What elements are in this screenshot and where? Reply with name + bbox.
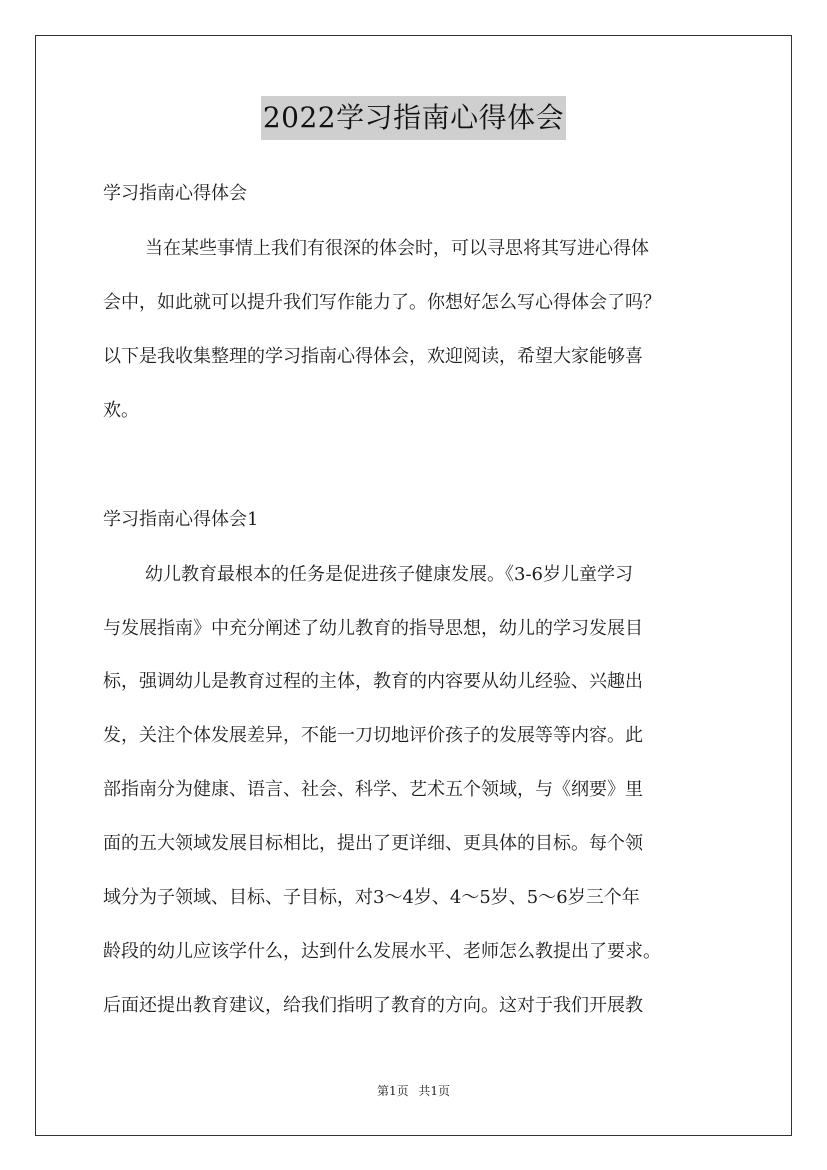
page-total: 共1页: [418, 1084, 451, 1098]
page-footer: [0, 1083, 827, 1099]
title-container: [0, 96, 827, 140]
section-line-6: 面的五大领域发展目标相比，提出了更详细、更具体的目标。每个领: [103, 833, 643, 854]
document-subtitle: 学习指南心得体会: [103, 183, 247, 204]
section-line-1: 幼儿教育最根本的任务是促进孩子健康发展。《3-6岁儿童学习: [145, 564, 633, 585]
intro-line-2: 会中，如此就可以提升我们写作能力了。你想好怎么写心得体会了吗？: [103, 292, 661, 313]
intro-line-4: 欢。: [103, 400, 139, 421]
section-line-3: 标，强调幼儿是教育过程的主体，教育的内容要从幼儿经验、兴趣出: [103, 671, 643, 692]
section-heading: 学习指南心得体会1: [103, 509, 259, 530]
section-line-8: 龄段的幼儿应该学什么，达到什么发展水平、老师怎么教提出了要求。: [103, 941, 661, 962]
document-title: 2022学习指南心得体会: [261, 96, 566, 140]
intro-line-1: 当在某些事情上我们有很深的体会时，可以寻思将其写进心得体: [145, 238, 649, 259]
section-line-4: 发，关注个体发展差异，不能一刀切地评价孩子的发展等等内容。此: [103, 725, 643, 746]
intro-line-3: 以下是我收集整理的学习指南心得体会，欢迎阅读，希望大家能够喜: [103, 346, 643, 367]
section-line-5: 部指南分为健康、语言、社会、科学、艺术五个领域，与《纲要》里: [103, 779, 643, 800]
section-line-2: 与发展指南》中充分阐述了幼儿教育的指导思想，幼儿的学习发展目: [103, 618, 643, 639]
page-number: 第1页: [376, 1084, 409, 1098]
section-line-7: 域分为子领域、目标、子目标，对3～4岁、4～5岁、5～6岁三个年: [103, 887, 640, 908]
section-line-9: 后面还提出教育建议，给我们指明了教育的方向。这对于我们开展教: [103, 995, 643, 1016]
